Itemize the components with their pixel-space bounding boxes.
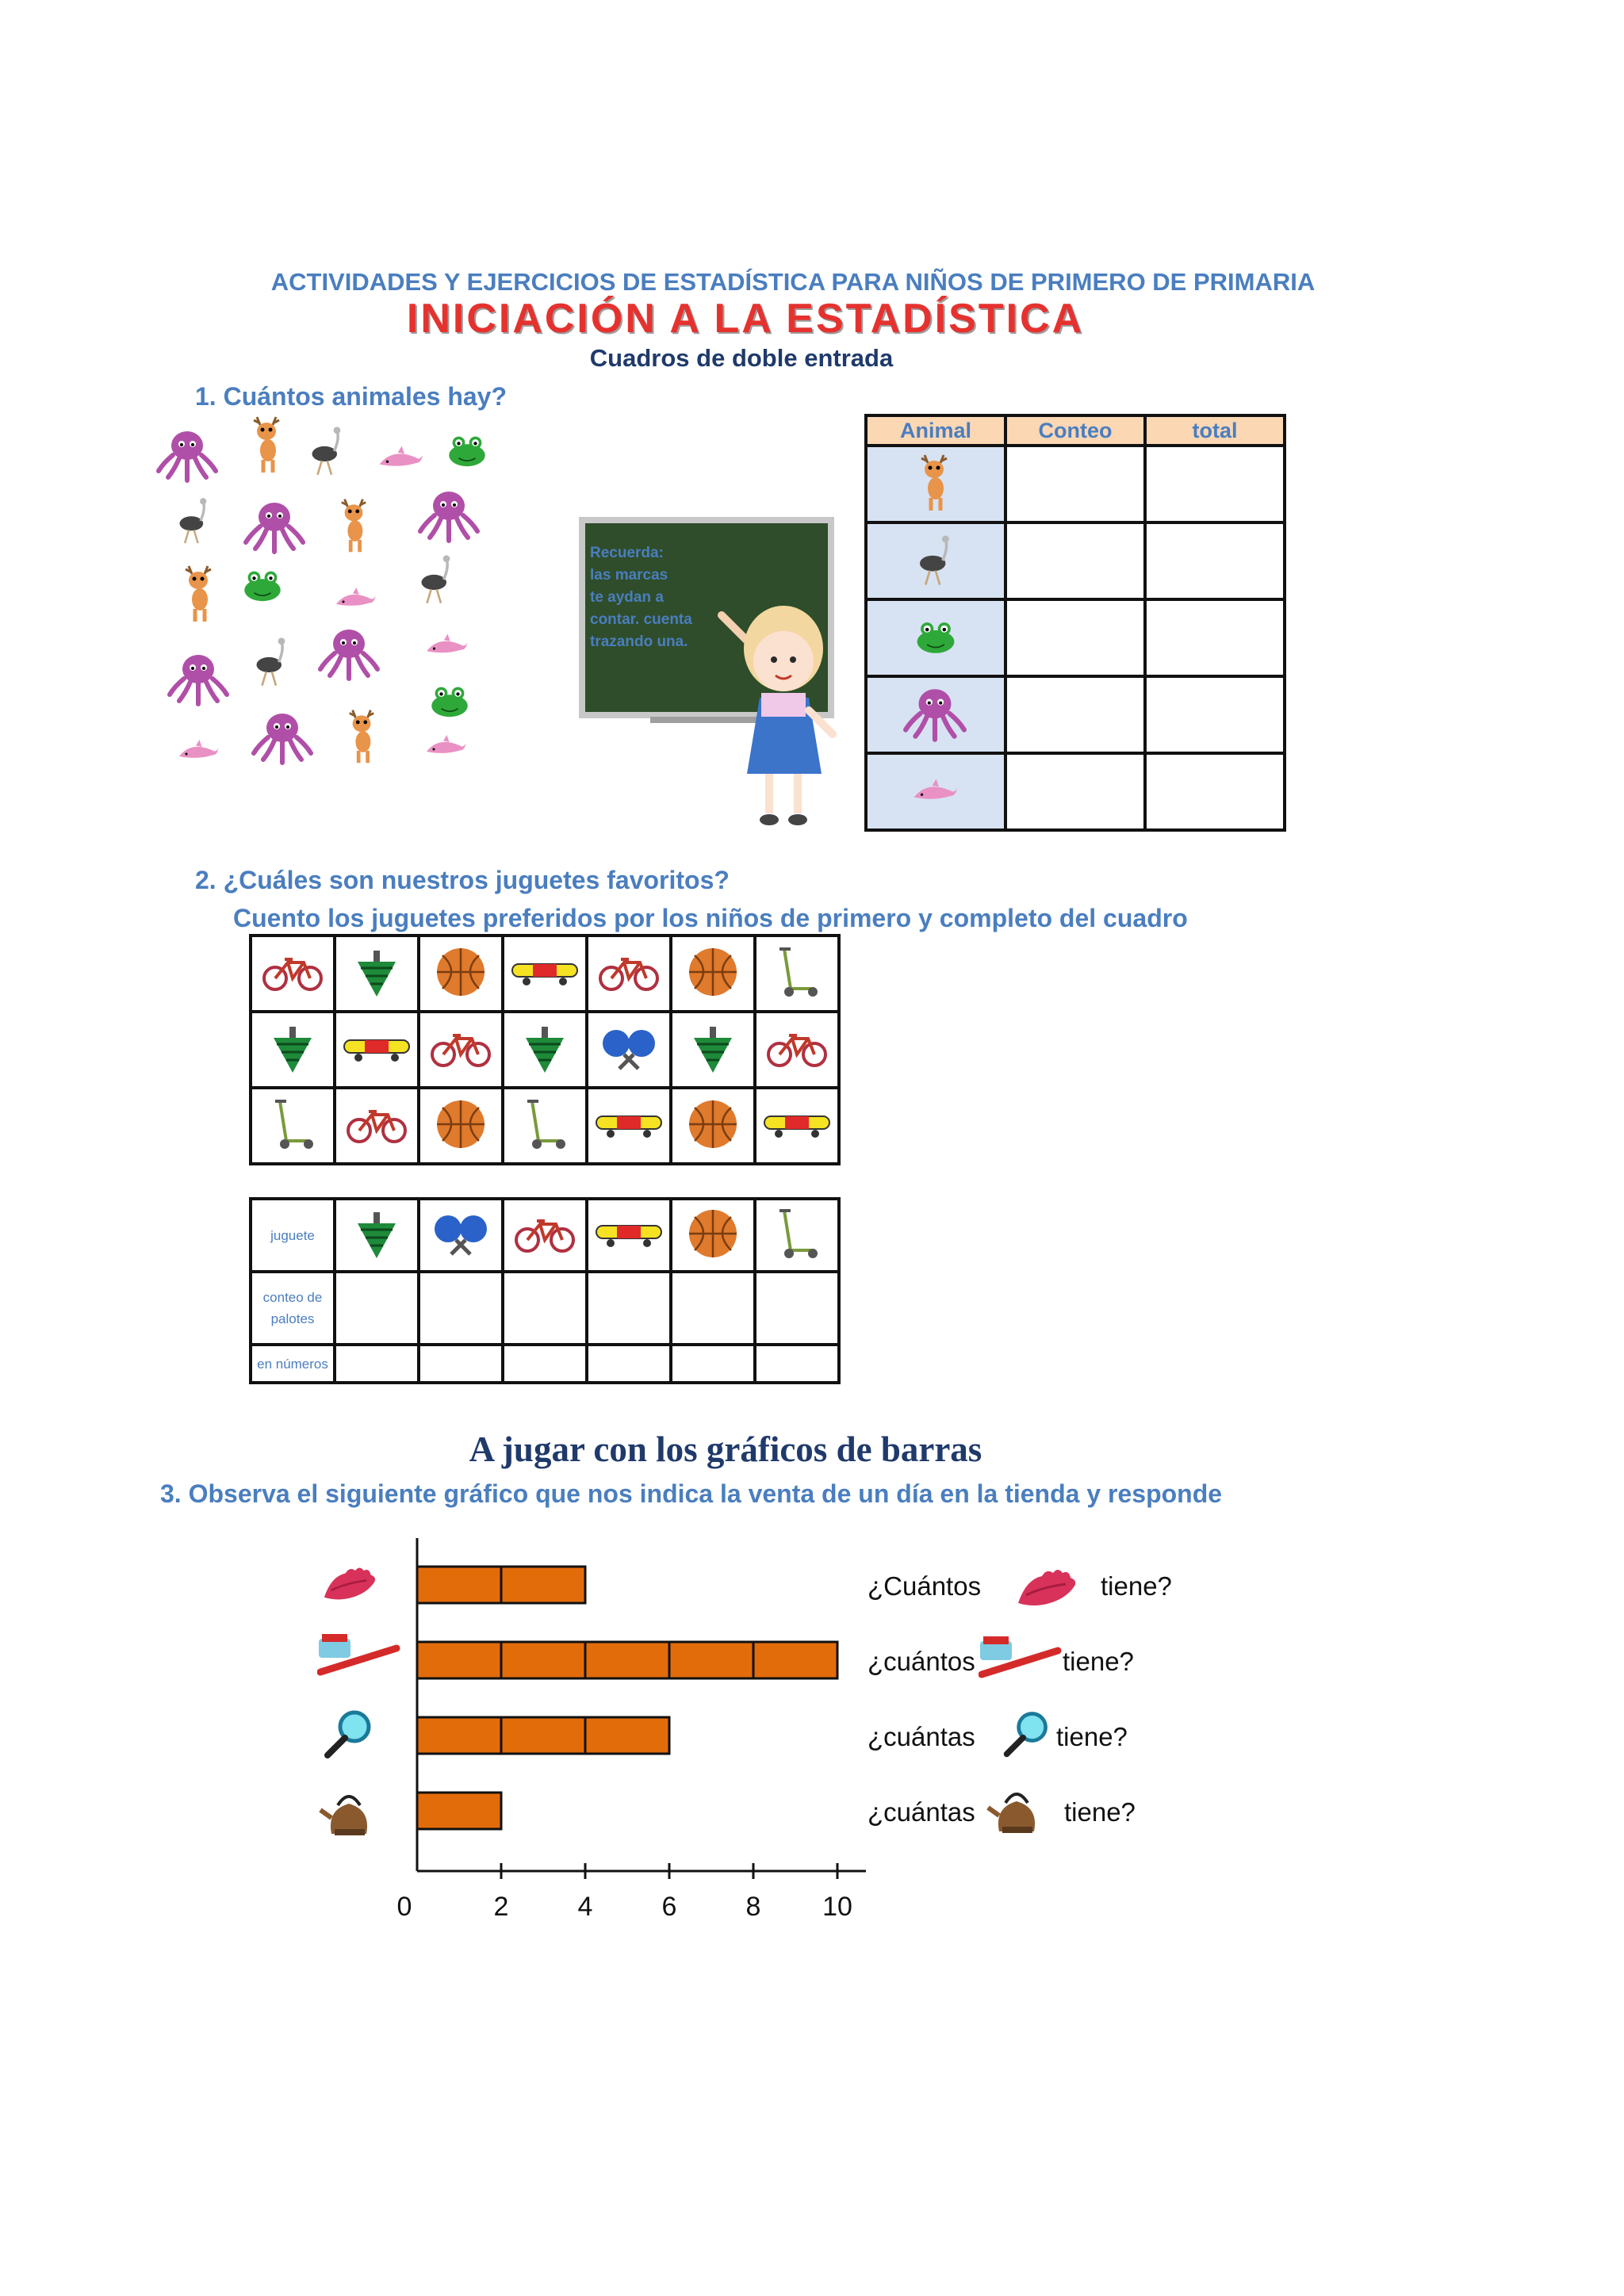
number-cell[interactable] [587,1345,671,1383]
skateboard-icon [596,1226,661,1247]
exercise2-instruction: Cuento los juguetes preferidos por los niños de primero y completo del cuadro [233,904,1188,932]
reminder-line: Recuerda: [590,545,664,561]
dolphin-icon [914,779,957,799]
conteo-cell[interactable] [1005,599,1145,676]
frog-icon [917,622,955,653]
x-tick-label: 10 [822,1892,852,1922]
skateboard-icon [764,1116,829,1138]
toy-cell [587,936,671,1012]
table-row [866,599,1285,676]
answer-4-prefix: ¿cuántas [868,1797,975,1827]
ball-icon [437,948,485,996]
toy-cell [335,1088,419,1164]
reminder-line: te aydan a [590,589,664,606]
scooter-icon [779,949,818,997]
animal-cell [866,522,1005,599]
total-cell[interactable] [1145,599,1285,676]
paddles-icon [603,1030,655,1069]
conteo-label: conteo de palotes [262,1290,323,1326]
octopus-icon [246,503,303,552]
top-icon [274,1027,312,1073]
tally-cell[interactable] [419,1272,503,1345]
toy-cell [419,936,503,1012]
bar-segment [501,1567,585,1603]
toy-cell [251,1012,335,1088]
bike-icon [768,1035,825,1066]
toy-cell [335,1199,419,1272]
toy-cell [755,936,839,1012]
total-cell[interactable] [1145,522,1285,599]
answer-4-suffix: tiene? [1064,1797,1136,1827]
top-icon [526,1027,564,1073]
toy-cell [419,1088,503,1164]
row-label-juguete [251,1199,335,1272]
table-row [251,1088,839,1164]
bar-chart-heading: A jugar con los gráficos de barras [469,1429,982,1469]
deer-icon [921,455,947,511]
number-cell[interactable] [755,1345,839,1383]
gloves-icon [324,1567,375,1599]
deer-icon [350,710,373,763]
ball-icon [689,1100,737,1148]
answer-1-prefix: ¿Cuántos [868,1571,982,1601]
toy-cell [335,936,419,1012]
juguete-label: juguete [270,1227,315,1243]
ball-icon [689,948,737,996]
toy-cell [587,1199,671,1272]
answer-3-prefix: ¿cuántas [868,1722,975,1751]
scooter-icon [275,1101,313,1149]
ostrich-icon [920,536,949,585]
toy-cell [755,1199,839,1272]
ostrich-icon [312,427,341,474]
numeros-label: en números [257,1356,328,1372]
toy-cell [671,1199,755,1272]
answer-3-suffix: tiene? [1056,1722,1128,1751]
toy-cell [503,936,587,1012]
exercise2-question: 2. ¿Cuáles son nuestros juguetes favoritos? [195,866,730,894]
conteo-cell[interactable] [1005,522,1145,599]
tally-cell[interactable] [755,1272,839,1345]
animal-collage-svg [155,412,520,785]
toy-cell [251,1088,335,1164]
bar-segment [417,1567,501,1603]
worksheet-subtitle: ACTIVIDADES Y EJERCICIOS DE ESTADÍSTICA PARA NIÑOS DE PRIMERO DE PRIMARIA [270,268,1316,296]
table-row [866,446,1285,522]
toy-cell [335,1012,419,1088]
bar-segment [417,1717,501,1754]
answer-1-suffix: tiene? [1101,1571,1172,1601]
table-row [251,936,839,1012]
total-cell[interactable] [1145,676,1285,753]
tally-cell[interactable] [587,1272,671,1345]
top-icon [358,951,396,997]
dolphin-icon [427,735,466,753]
scooter-icon [779,1211,818,1258]
bar-segment [417,1793,501,1829]
magnifier-icon [327,1712,369,1755]
ostrich-icon [180,498,207,543]
bar-segment [417,1642,501,1678]
conteo-cell[interactable] [1005,446,1145,522]
paddles-icon [435,1215,487,1254]
conteo-cell[interactable] [1005,676,1145,753]
bar-segment [501,1642,585,1678]
toy-cell [671,936,755,1012]
bike-icon [264,959,321,989]
gloves-icon [1010,1563,1082,1611]
tally-cell[interactable] [335,1272,419,1345]
number-cell[interactable] [671,1345,755,1383]
total-cell[interactable] [1145,446,1285,522]
reminder-line: trazando una. [590,633,688,650]
toy-cell [251,936,335,1012]
scooter-icon [527,1101,565,1149]
x-tick-label: 6 [661,1892,677,1922]
animal-count-table [864,414,1286,832]
table-row [251,1199,839,1272]
row-label-numeros [251,1345,335,1383]
toy-cell [755,1012,839,1088]
table-row [251,1272,839,1345]
table-row [866,522,1285,599]
octopus-icon [906,689,964,740]
toy-cell [419,1012,503,1088]
skateboard-icon [344,1040,409,1062]
table-row [866,676,1285,753]
ball-icon [437,1100,485,1148]
number-cell[interactable] [419,1345,503,1383]
bike-icon [432,1035,489,1066]
dolphin-icon [380,446,423,466]
bike-icon [348,1112,405,1142]
section-title: Cuadros de doble entrada [589,344,894,372]
animal-cell [866,446,1005,522]
table-header-row [866,415,1285,446]
bar-chart [285,1538,888,1934]
bar-segment [669,1642,753,1678]
skateboard-icon [512,964,577,985]
animal-collage [155,412,520,785]
answer-2-suffix: tiene? [1063,1647,1134,1676]
toy-cell [503,1088,587,1164]
toothbrush-icon [319,1634,396,1672]
toy-cell [671,1012,755,1088]
deer-icon [186,566,211,622]
toy-cell [503,1199,587,1272]
animal-cell [866,753,1005,830]
toy-summary-table [249,1197,841,1384]
animal-cell [866,676,1005,753]
answers-column [868,1571,1280,1873]
frog-icon [449,437,485,467]
total-cell[interactable] [1145,753,1285,830]
exercise3-question: 3. Observa el siguiente gráfico que nos indica la venta de un día en la tienda y responde [160,1479,1223,1508]
worksheet-title: INICIACIÓN A LA ESTADÍSTICA [406,296,1085,342]
table-row [251,1345,839,1383]
top-icon [358,1212,396,1258]
bar-segment [585,1717,669,1754]
octopus-icon [159,431,216,480]
top-icon [694,1027,732,1073]
bar-segment [753,1642,837,1678]
girl-illustration [698,599,848,837]
column-header-animal: Animal [866,415,1005,446]
ostrich-icon [257,637,285,685]
x-tick-label: 8 [745,1892,761,1922]
magnifier-icon [1001,1708,1053,1760]
bike-icon [600,959,657,989]
kettle-icon [985,1779,1048,1835]
answer-2-prefix: ¿cuántos [868,1647,975,1676]
kettle-icon [320,1797,367,1835]
table-row [866,753,1285,830]
table-row [251,1012,839,1088]
toy-grid [249,934,841,1165]
toy-cell [587,1088,671,1164]
toy-cell [671,1088,755,1164]
reminder-line: contar. cuenta [590,611,692,628]
row-label-conteo [251,1272,335,1345]
column-header-total: total [1145,415,1285,446]
column-header-conteo: Conteo [1005,415,1145,446]
x-tick-label: 4 [577,1892,593,1922]
conteo-cell[interactable] [1005,753,1145,830]
number-cell[interactable] [335,1345,419,1383]
bar-segment [585,1642,669,1678]
tally-cell[interactable] [671,1272,755,1345]
x-tick-label: 0 [396,1892,412,1922]
toy-cell [419,1199,503,1272]
toy-cell [755,1088,839,1164]
dolphin-icon [336,587,376,606]
toothbrush-icon [979,1633,1066,1681]
deer-icon [342,499,366,553]
dolphin-icon [427,634,467,653]
ostrich-icon [422,555,450,603]
dolphin-icon [179,740,219,758]
toy-cell [503,1012,587,1088]
x-tick-label: 2 [493,1892,509,1922]
octopus-icon [170,655,227,704]
number-cell[interactable] [503,1345,587,1383]
bar-segment [501,1717,585,1754]
deer-icon [254,417,279,473]
ball-icon [689,1210,737,1257]
frog-icon [431,687,468,718]
skateboard-icon [596,1116,661,1138]
reminder-line: las marcas [590,567,668,584]
octopus-icon [320,629,377,679]
tally-cell[interactable] [503,1272,587,1345]
exercise1-question: 1. Cuántos animales hay? [195,382,508,411]
bike-icon [516,1221,573,1251]
octopus-icon [420,492,477,541]
toy-cell [587,1012,671,1088]
frog-icon [244,572,281,602]
animal-cell [866,599,1005,676]
octopus-icon [254,714,311,763]
